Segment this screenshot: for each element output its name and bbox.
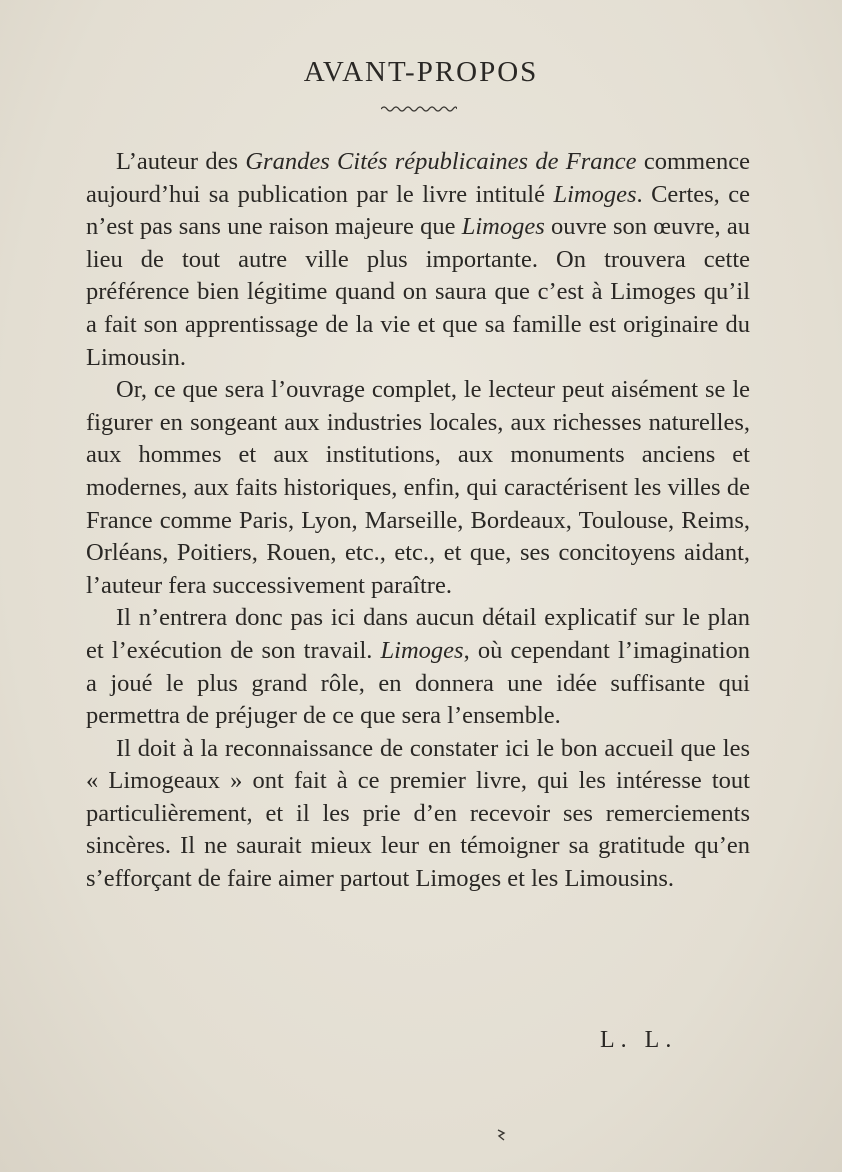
- foreword-paragraph: [86, 374, 750, 602]
- paragraph-text: , où cependant l’imagination a joué le plus grand rôle, en donnera une idée suffisante qui permettra de préjuger de ce que sera l’ensemble.: [86, 636, 750, 730]
- wavy-rule-ornament-icon: [381, 104, 457, 114]
- paragraph-text: commence aujourd’hui sa publication par le livre intitulé: [86, 148, 750, 208]
- foreword-paragraph: [86, 146, 750, 374]
- italic-title-text: Limoges: [461, 213, 545, 241]
- page-title: AVANT-PROPOS: [303, 56, 539, 88]
- foreword-paragraph: [86, 602, 750, 732]
- printer-mark-icon: [496, 1128, 506, 1142]
- signature: L. L.: [600, 1027, 678, 1053]
- paragraph-text: ouvre son œuvre, au lieu de tout autre ville plus importante. On trouvera cette préférence bien légitime quand on saura que c’est à Limoges qu’il a fait son apprentissage de la vie et que sa famille est originaire du Limousin.: [86, 213, 750, 371]
- italic-title-text: Grandes Cités républicaines de France: [245, 148, 637, 175]
- foreword-paragraph: [86, 733, 750, 896]
- italic-title-text: Limoges: [553, 180, 637, 208]
- paragraph-text: Il doit à la reconnaissance de constater ici le bon accueil que les « Limogeaux » ont fait à ce premier livre, qui les intéresse tout particulièrement, et il les prie d’en recevoir ses remerciements sincères. Il ne saurait mieux leur en témoigner sa gratitude qu’en s’efforçant de faire aimer partout Limoges et les Limousins.: [86, 734, 750, 893]
- foreword-body: [86, 146, 750, 896]
- paragraph-text: L’auteur des: [116, 148, 246, 175]
- paragraph-text: Or, ce que sera l’ouvrage complet, le lecteur peut aisément se le figurer en songeant aux industries locales, aux richesses naturelles, aux hommes et aux institutions, aux monuments anciens et modernes, aux faits historiques, enfin, qui caractérisent les villes de France comme Paris, Lyon, Marseille, Bordeaux, Toulouse, Reims, Orléans, Poitiers, Rouen, etc., etc., et que, ses concitoyens aidant, l’auteur fera successivement paraître.: [86, 376, 750, 599]
- italic-title-text: Limoges: [380, 636, 464, 664]
- paragraph-text: . Certes, ce n’est pas sans une raison majeure que: [86, 180, 750, 241]
- paragraph-text: Il n’entrera donc pas ici dans aucun détail explicatif sur le plan et l’exécution de son travail.: [86, 604, 750, 664]
